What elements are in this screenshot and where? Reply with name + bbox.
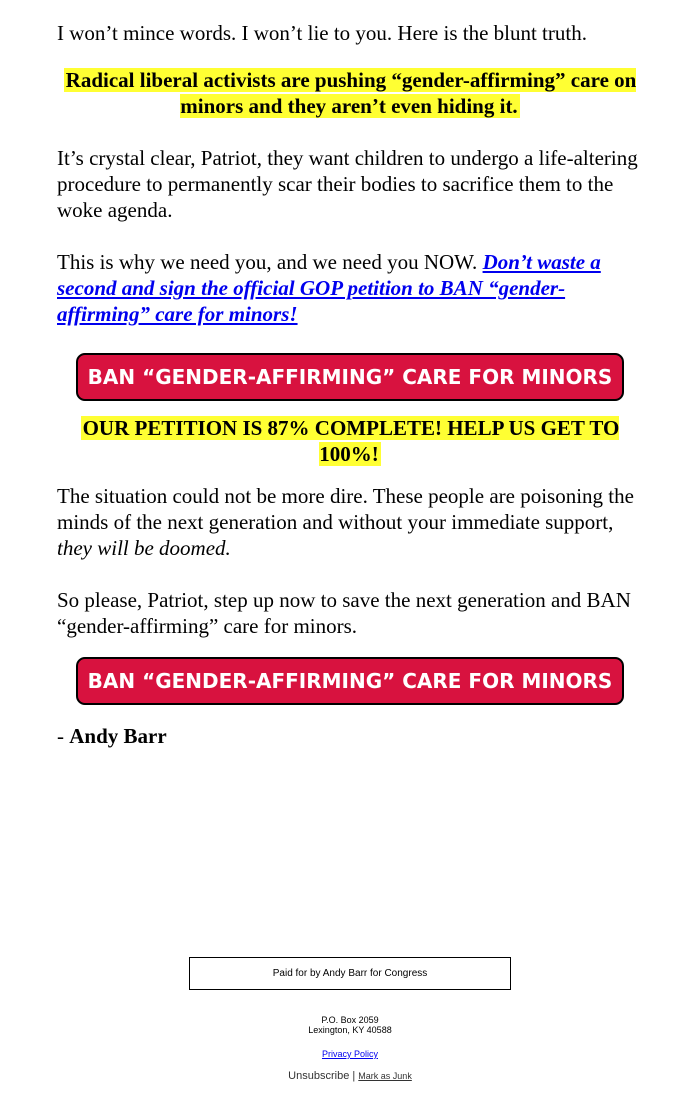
privacy-row: [0, 1049, 700, 1059]
address-line-2: Lexington, KY 40588: [308, 1025, 392, 1035]
button-row-1: [57, 353, 643, 401]
mailing-address: [0, 1015, 700, 1035]
mark-as-junk-link[interactable]: Mark as Junk: [358, 1071, 412, 1081]
ban-care-button-2[interactable]: BAN “GENDER-AFFIRMING” CARE FOR MINORS: [76, 657, 625, 705]
cta-prefix-text: This is why we need you, and we need you NOW.: [57, 250, 483, 274]
button-row-2: [57, 657, 643, 705]
headline-text: Radical liberal activists are pushing “gender-affirming” care on minors and they aren’t even hiding it.: [65, 68, 637, 118]
unsubscribe-link[interactable]: Unsubscribe: [288, 1070, 350, 1082]
paragraph-call-to-action: [57, 249, 643, 327]
address-line-1: P.O. Box 2059: [321, 1015, 379, 1025]
intro-text: I won’t mince words. I won’t lie to you. Here is the blunt truth.: [57, 21, 587, 45]
ban-care-button-1[interactable]: BAN “GENDER-AFFIRMING” CARE FOR MINORS: [76, 353, 625, 401]
progress-headline: [57, 415, 643, 467]
paragraph-step-up: So please, Patriot, step up now to save the next generation and BAN “gender-affirming” care for minors.: [57, 588, 631, 638]
paragraph-patriot: It’s crystal clear, Patriot, they want children to undergo a life-altering procedure to permanently scar their bodies to sacrifice them to the woke agenda.: [57, 146, 638, 222]
unsubscribe-row: [0, 1070, 700, 1082]
petition-link[interactable]: Don’t waste a second and sign the official GOP petition to BAN “gender-affirming” care for minors!: [57, 250, 601, 326]
dire-text: The situation could not be more dire. These people are poisoning the minds of the next generation and without your immediate support,: [57, 484, 634, 534]
progress-headline-text: OUR PETITION IS 87% COMPLETE! HELP US GET TO 100%!: [82, 416, 620, 466]
paragraph-dire: [57, 483, 643, 561]
paid-for-disclaimer: Paid for by Andy Barr for Congress: [189, 957, 511, 990]
email-body: [57, 20, 643, 749]
headline-highlight: [57, 67, 643, 119]
signature-dash: -: [57, 724, 70, 748]
separator: |: [349, 1070, 359, 1082]
doomed-italic-text: they will be doomed.: [57, 536, 231, 560]
signature: [57, 723, 643, 749]
signature-name: Andy Barr: [69, 724, 167, 748]
privacy-policy-link[interactable]: Privacy Policy: [321, 1049, 378, 1059]
